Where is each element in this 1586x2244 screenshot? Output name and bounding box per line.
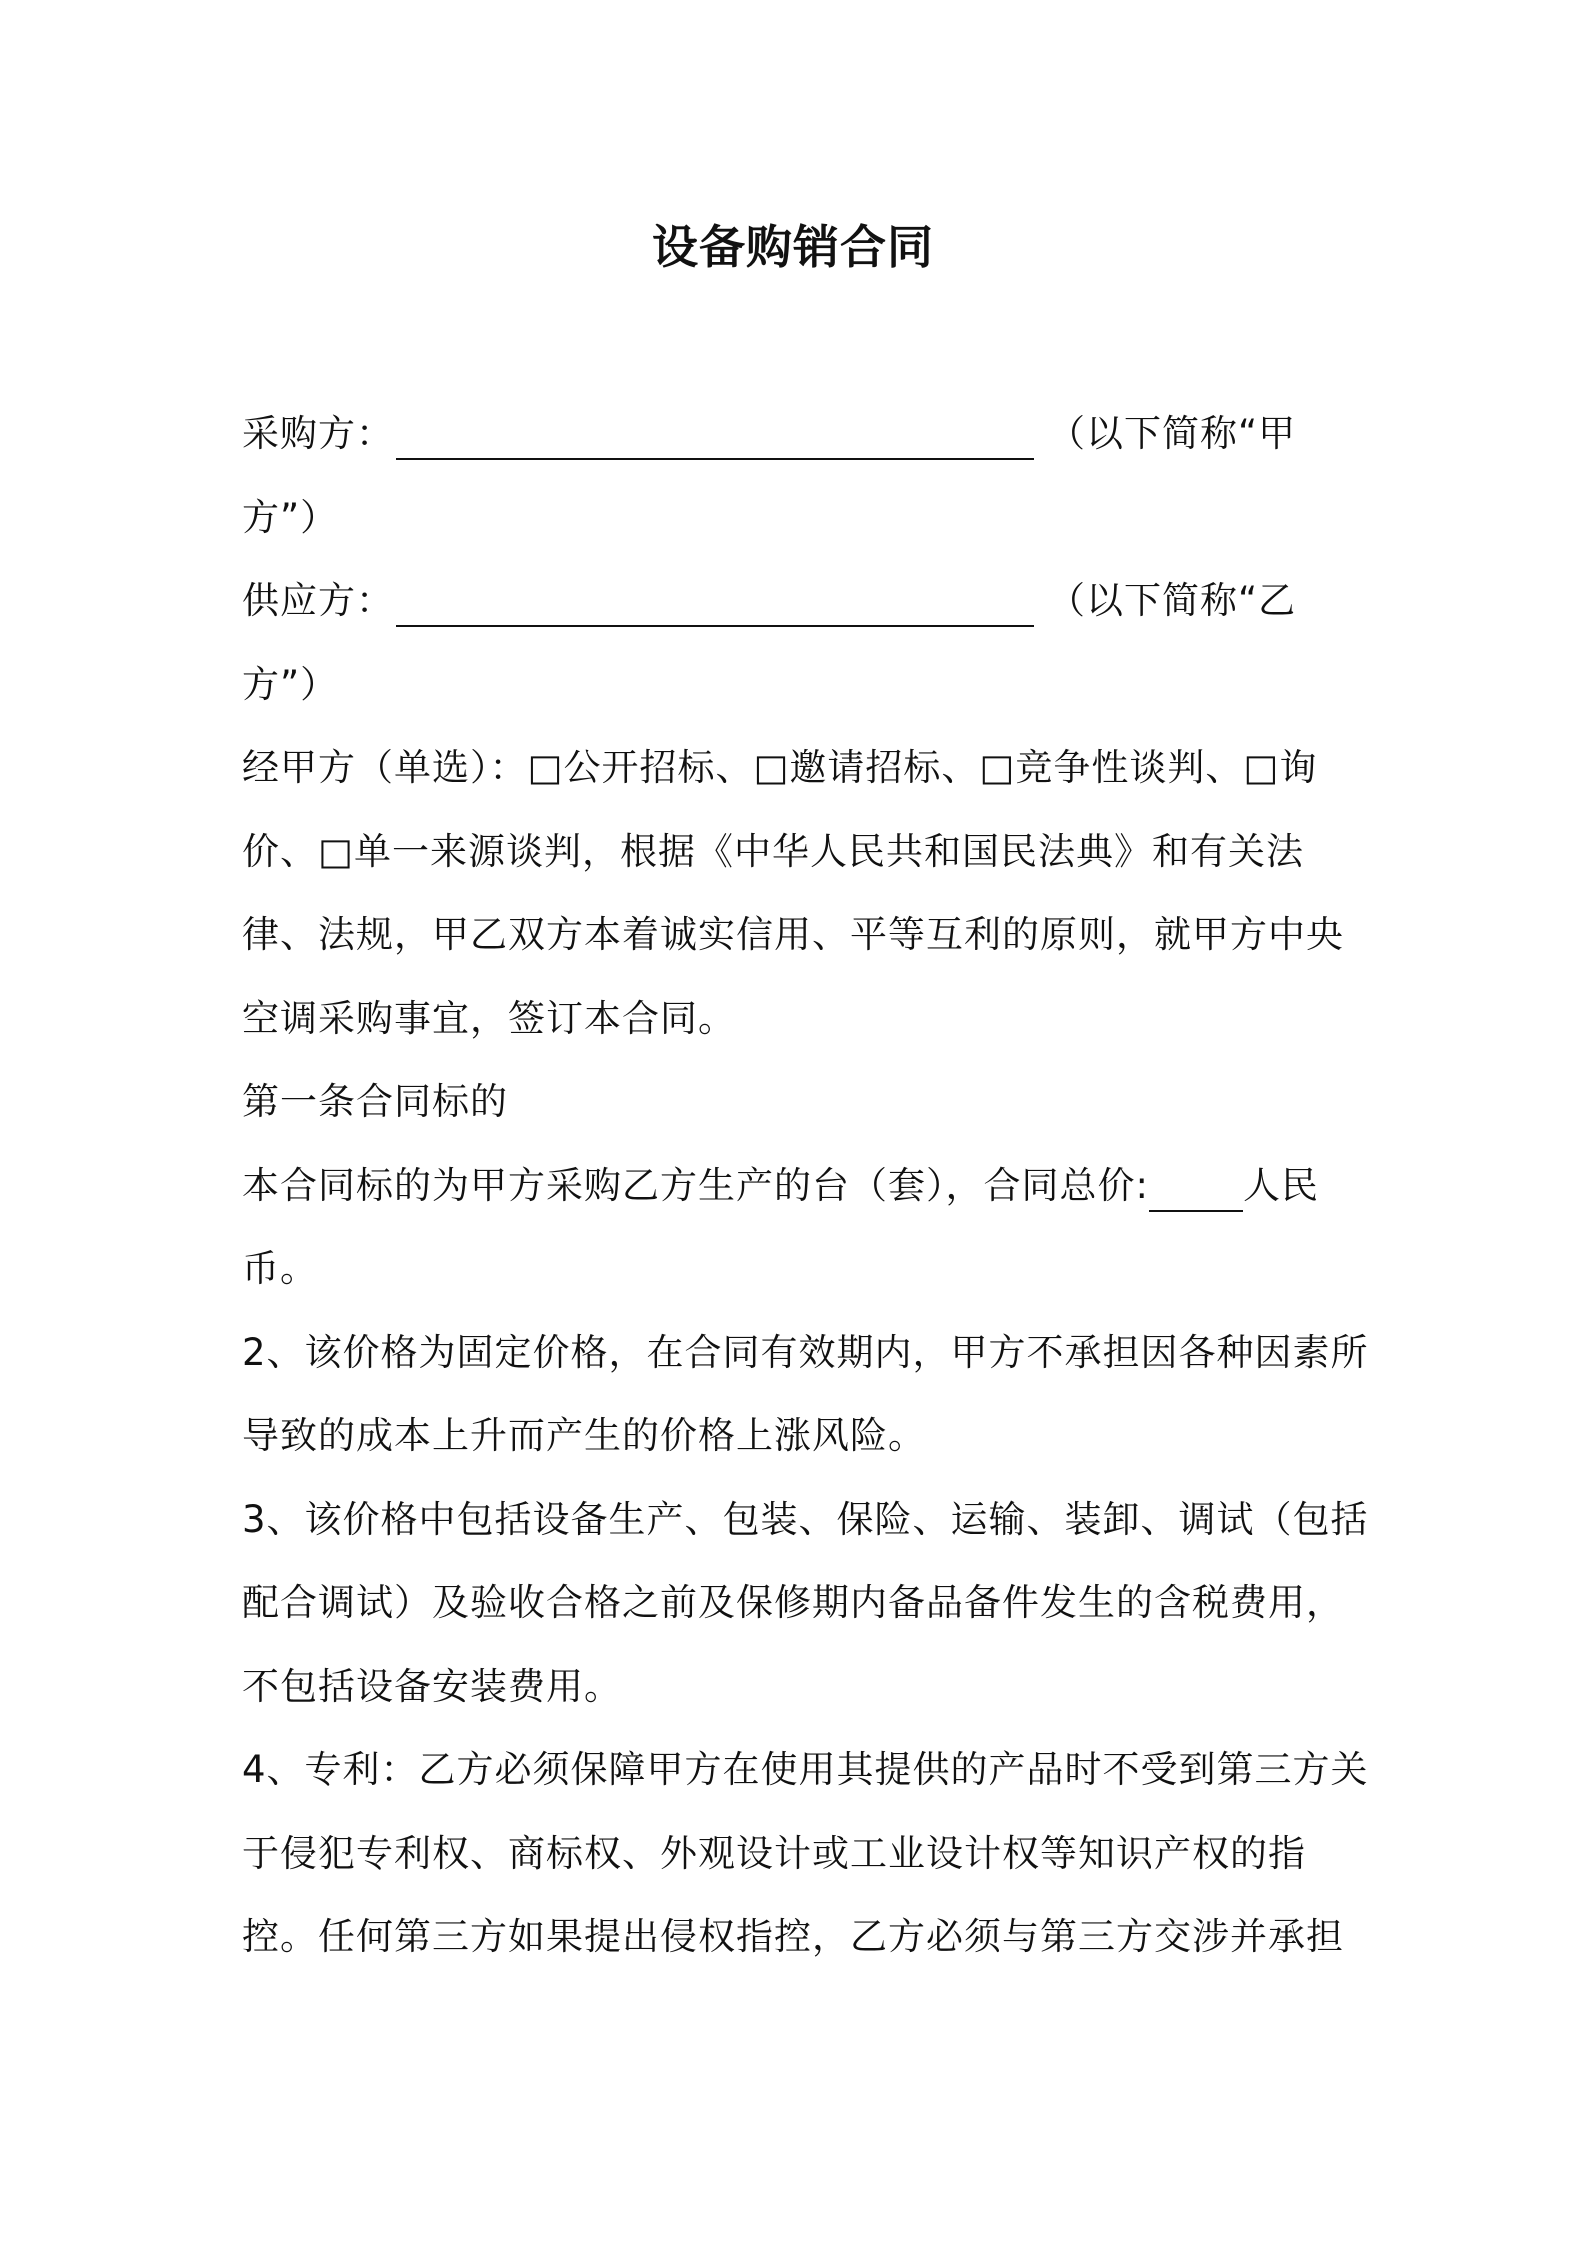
article-1-heading: 第一条合同标的 [242, 1080, 508, 1123]
supplier-suffix: （以下简称“乙 [1048, 579, 1297, 622]
supplier-line [242, 559, 1382, 643]
buyer-blank-line [396, 458, 1034, 460]
clause-3-line: 不包括设备安装费用。 [242, 1664, 622, 1708]
contract-subject-suffix: 人民 [1242, 1163, 1319, 1207]
clause-4-line: 控。任何第三方如果提出侵权指控，乙方必须与第三方交涉并承担 [242, 1915, 1344, 1958]
document-body [242, 392, 1382, 1979]
buyer-line [242, 392, 1382, 476]
clause-3-line: 3、该价格中包括设备生产、包装、保险、运输、装卸、调试（包括 [242, 1497, 1369, 1541]
clause-3-line: 配合调试）及验收合格之前及保修期内备品备件发生的含税费用， [242, 1581, 1344, 1624]
clause-2-line: 2、该价格为固定价格，在合同有效期内，甲方不承担因各种因素所 [242, 1330, 1369, 1374]
intro-line: 空调采购事宜，签订本合同。 [242, 996, 736, 1040]
intro-line: 经甲方（单选）：□公开招标、□邀请招标、□竞争性谈判、□询 [242, 746, 1318, 789]
clause-4-line: 4、专利：乙方必须保障甲方在使用其提供的产品时不受到第三方关 [242, 1748, 1369, 1791]
document-title: 设备购销合同 [652, 220, 934, 274]
buyer-continuation: 方”） [242, 495, 339, 539]
supplier-blank-line [396, 625, 1034, 627]
intro-line: 价、□单一来源谈判，根据《中华人民共和国民法典》和有关法 [242, 829, 1304, 873]
clause-2-line: 导致的成本上升而产生的价格上涨风险。 [242, 1414, 926, 1457]
clause-4-line: 于侵犯专利权、商标权、外观设计或工业设计权等知识产权的指 [242, 1831, 1306, 1875]
total-price-blank-line [1149, 1210, 1243, 1212]
supplier-label: 供应方： [242, 579, 394, 622]
supplier-continuation: 方”） [242, 662, 339, 706]
contract-subject-prefix: 本合同标的为甲方采购乙方生产的台（套），合同总价: [242, 1163, 1149, 1207]
contract-subject-line [242, 1144, 1382, 1228]
intro-line: 律、法规，甲乙双方本着诚实信用、平等互利的原则，就甲方中央 [242, 913, 1344, 956]
buyer-suffix: （以下简称“甲 [1048, 412, 1297, 455]
contract-subject-continuation: 币。 [242, 1247, 318, 1290]
buyer-label: 采购方： [242, 412, 394, 455]
